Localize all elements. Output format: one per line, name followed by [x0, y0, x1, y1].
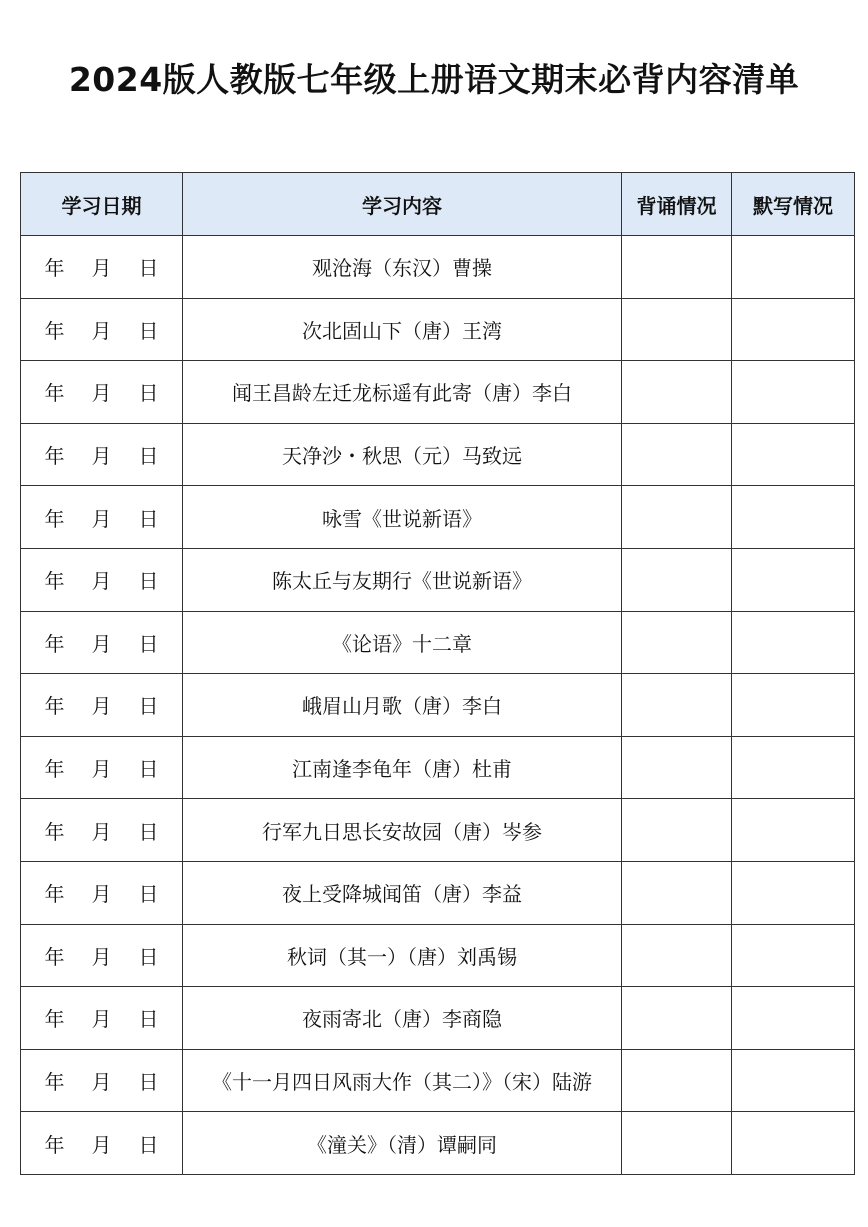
dictation-status-cell[interactable]	[732, 1049, 855, 1112]
date-day-label: 日	[138, 444, 159, 469]
date-year-label: 年	[44, 882, 65, 907]
table-row	[21, 298, 855, 361]
study-content-cell: 天净沙・秋思（元）马致远	[183, 423, 622, 486]
date-year-label: 年	[44, 944, 65, 969]
dictation-status-cell[interactable]	[732, 423, 855, 486]
recite-status-cell[interactable]	[622, 987, 732, 1050]
study-content-cell: 《论语》十二章	[183, 611, 622, 674]
date-day-label: 日	[138, 819, 159, 844]
study-content-cell: 峨眉山月歌（唐）李白	[183, 674, 622, 737]
study-content-cell: 江南逢李龟年（唐）杜甫	[183, 736, 622, 799]
date-fields	[31, 816, 172, 845]
date-day-label: 日	[138, 256, 159, 281]
study-content-cell: 观沧海（东汉）曹操	[183, 236, 622, 299]
date-day-label: 日	[138, 506, 159, 531]
table-row	[21, 924, 855, 987]
header-dictation-status: 默写情况	[732, 173, 855, 236]
recite-status-cell[interactable]	[622, 611, 732, 674]
date-year-label: 年	[44, 819, 65, 844]
table-row	[21, 1049, 855, 1112]
dictation-status-cell[interactable]	[732, 548, 855, 611]
date-year-label: 年	[44, 757, 65, 782]
date-cell[interactable]	[21, 486, 183, 549]
date-cell[interactable]	[21, 548, 183, 611]
date-cell[interactable]	[21, 423, 183, 486]
page-title: 2024版人教版七年级上册语文期末必背内容清单	[68, 60, 800, 99]
date-day-label: 日	[138, 882, 159, 907]
table-row	[21, 486, 855, 549]
study-content-cell: 夜上受降城闻笛（唐）李益	[183, 861, 622, 924]
date-year-label: 年	[44, 506, 65, 531]
dictation-status-cell[interactable]	[732, 486, 855, 549]
date-fields	[31, 1129, 172, 1158]
recite-status-cell[interactable]	[622, 924, 732, 987]
date-cell[interactable]	[21, 987, 183, 1050]
date-month-label: 月	[91, 381, 112, 406]
study-content-cell: 陈太丘与友期行《世说新语》	[183, 548, 622, 611]
dictation-status-cell[interactable]	[732, 736, 855, 799]
header-study-date: 学习日期	[21, 173, 183, 236]
table-row	[21, 1112, 855, 1175]
date-year-label: 年	[44, 1132, 65, 1157]
date-year-label: 年	[44, 444, 65, 469]
header-recite-status: 背诵情况	[622, 173, 732, 236]
date-year-label: 年	[44, 1070, 65, 1095]
date-fields	[31, 503, 172, 532]
date-day-label: 日	[138, 569, 159, 594]
date-cell[interactable]	[21, 799, 183, 862]
study-checklist-table	[20, 172, 855, 1175]
date-fields	[31, 377, 172, 406]
date-fields	[31, 440, 172, 469]
recite-status-cell[interactable]	[622, 423, 732, 486]
recite-status-cell[interactable]	[622, 298, 732, 361]
dictation-status-cell[interactable]	[732, 298, 855, 361]
study-content-cell: 咏雪《世说新语》	[183, 486, 622, 549]
table-row	[21, 987, 855, 1050]
date-day-label: 日	[138, 1132, 159, 1157]
date-cell[interactable]	[21, 736, 183, 799]
date-day-label: 日	[138, 1070, 159, 1095]
date-day-label: 日	[138, 944, 159, 969]
date-month-label: 月	[91, 318, 112, 343]
dictation-status-cell[interactable]	[732, 924, 855, 987]
date-day-label: 日	[138, 757, 159, 782]
recite-status-cell[interactable]	[622, 548, 732, 611]
date-fields	[31, 1066, 172, 1095]
date-month-label: 月	[91, 506, 112, 531]
date-fields	[31, 878, 172, 907]
study-content-cell: 秋词（其一）（唐）刘禹锡	[183, 924, 622, 987]
date-cell[interactable]	[21, 861, 183, 924]
study-content-cell: 夜雨寄北（唐）李商隐	[183, 987, 622, 1050]
date-fields	[31, 690, 172, 719]
date-fields	[31, 565, 172, 594]
date-month-label: 月	[91, 631, 112, 656]
date-month-label: 月	[91, 444, 112, 469]
date-day-label: 日	[138, 1007, 159, 1032]
recite-status-cell[interactable]	[622, 1112, 732, 1175]
recite-status-cell[interactable]	[622, 736, 732, 799]
table-row	[21, 548, 855, 611]
recite-status-cell[interactable]	[622, 486, 732, 549]
date-fields	[31, 941, 172, 970]
study-content-cell: 《十一月四日风雨大作（其二）》（宋）陆游	[183, 1049, 622, 1112]
table-row	[21, 361, 855, 424]
recite-status-cell[interactable]	[622, 799, 732, 862]
study-content-cell: 闻王昌龄左迁龙标遥有此寄（唐）李白	[183, 361, 622, 424]
study-content-cell: 次北固山下（唐）王湾	[183, 298, 622, 361]
date-month-label: 月	[91, 882, 112, 907]
dictation-status-cell[interactable]	[732, 1112, 855, 1175]
date-month-label: 月	[91, 256, 112, 281]
dictation-status-cell[interactable]	[732, 987, 855, 1050]
dictation-status-cell[interactable]	[732, 674, 855, 737]
date-fields	[31, 252, 172, 281]
date-year-label: 年	[44, 694, 65, 719]
date-month-label: 月	[91, 1070, 112, 1095]
recite-status-cell[interactable]	[622, 1049, 732, 1112]
dictation-status-cell[interactable]	[732, 799, 855, 862]
date-year-label: 年	[44, 318, 65, 343]
date-month-label: 月	[91, 757, 112, 782]
table-row	[21, 236, 855, 299]
date-month-label: 月	[91, 819, 112, 844]
date-cell[interactable]	[21, 924, 183, 987]
date-month-label: 月	[91, 569, 112, 594]
date-year-label: 年	[44, 256, 65, 281]
study-content-cell: 《潼关》（清）谭嗣同	[183, 1112, 622, 1175]
table-row	[21, 423, 855, 486]
recite-status-cell[interactable]	[622, 361, 732, 424]
table-row	[21, 611, 855, 674]
date-cell[interactable]	[21, 361, 183, 424]
date-cell[interactable]	[21, 1112, 183, 1175]
recite-status-cell[interactable]	[622, 674, 732, 737]
dictation-status-cell[interactable]	[732, 611, 855, 674]
table-row	[21, 799, 855, 862]
date-year-label: 年	[44, 631, 65, 656]
date-month-label: 月	[91, 1007, 112, 1032]
date-month-label: 月	[91, 1132, 112, 1157]
recite-status-cell[interactable]	[622, 861, 732, 924]
date-fields	[31, 315, 172, 344]
date-month-label: 月	[91, 694, 112, 719]
table-row	[21, 861, 855, 924]
header-study-content: 学习内容	[183, 173, 622, 236]
date-day-label: 日	[138, 318, 159, 343]
dictation-status-cell[interactable]	[732, 361, 855, 424]
date-cell[interactable]	[21, 236, 183, 299]
date-cell[interactable]	[21, 674, 183, 737]
table-header-row	[21, 173, 855, 236]
date-year-label: 年	[44, 569, 65, 594]
date-cell[interactable]	[21, 611, 183, 674]
dictation-status-cell[interactable]	[732, 861, 855, 924]
date-fields	[31, 1003, 172, 1032]
date-cell[interactable]	[21, 298, 183, 361]
date-fields	[31, 753, 172, 782]
recite-status-cell[interactable]	[622, 236, 732, 299]
date-fields	[31, 628, 172, 657]
study-content-cell: 行军九日思长安故园（唐）岑参	[183, 799, 622, 862]
date-year-label: 年	[44, 1007, 65, 1032]
table-row	[21, 674, 855, 737]
date-day-label: 日	[138, 631, 159, 656]
table-row	[21, 736, 855, 799]
date-month-label: 月	[91, 944, 112, 969]
date-cell[interactable]	[21, 1049, 183, 1112]
date-day-label: 日	[138, 694, 159, 719]
date-day-label: 日	[138, 381, 159, 406]
date-year-label: 年	[44, 381, 65, 406]
dictation-status-cell[interactable]	[732, 236, 855, 299]
